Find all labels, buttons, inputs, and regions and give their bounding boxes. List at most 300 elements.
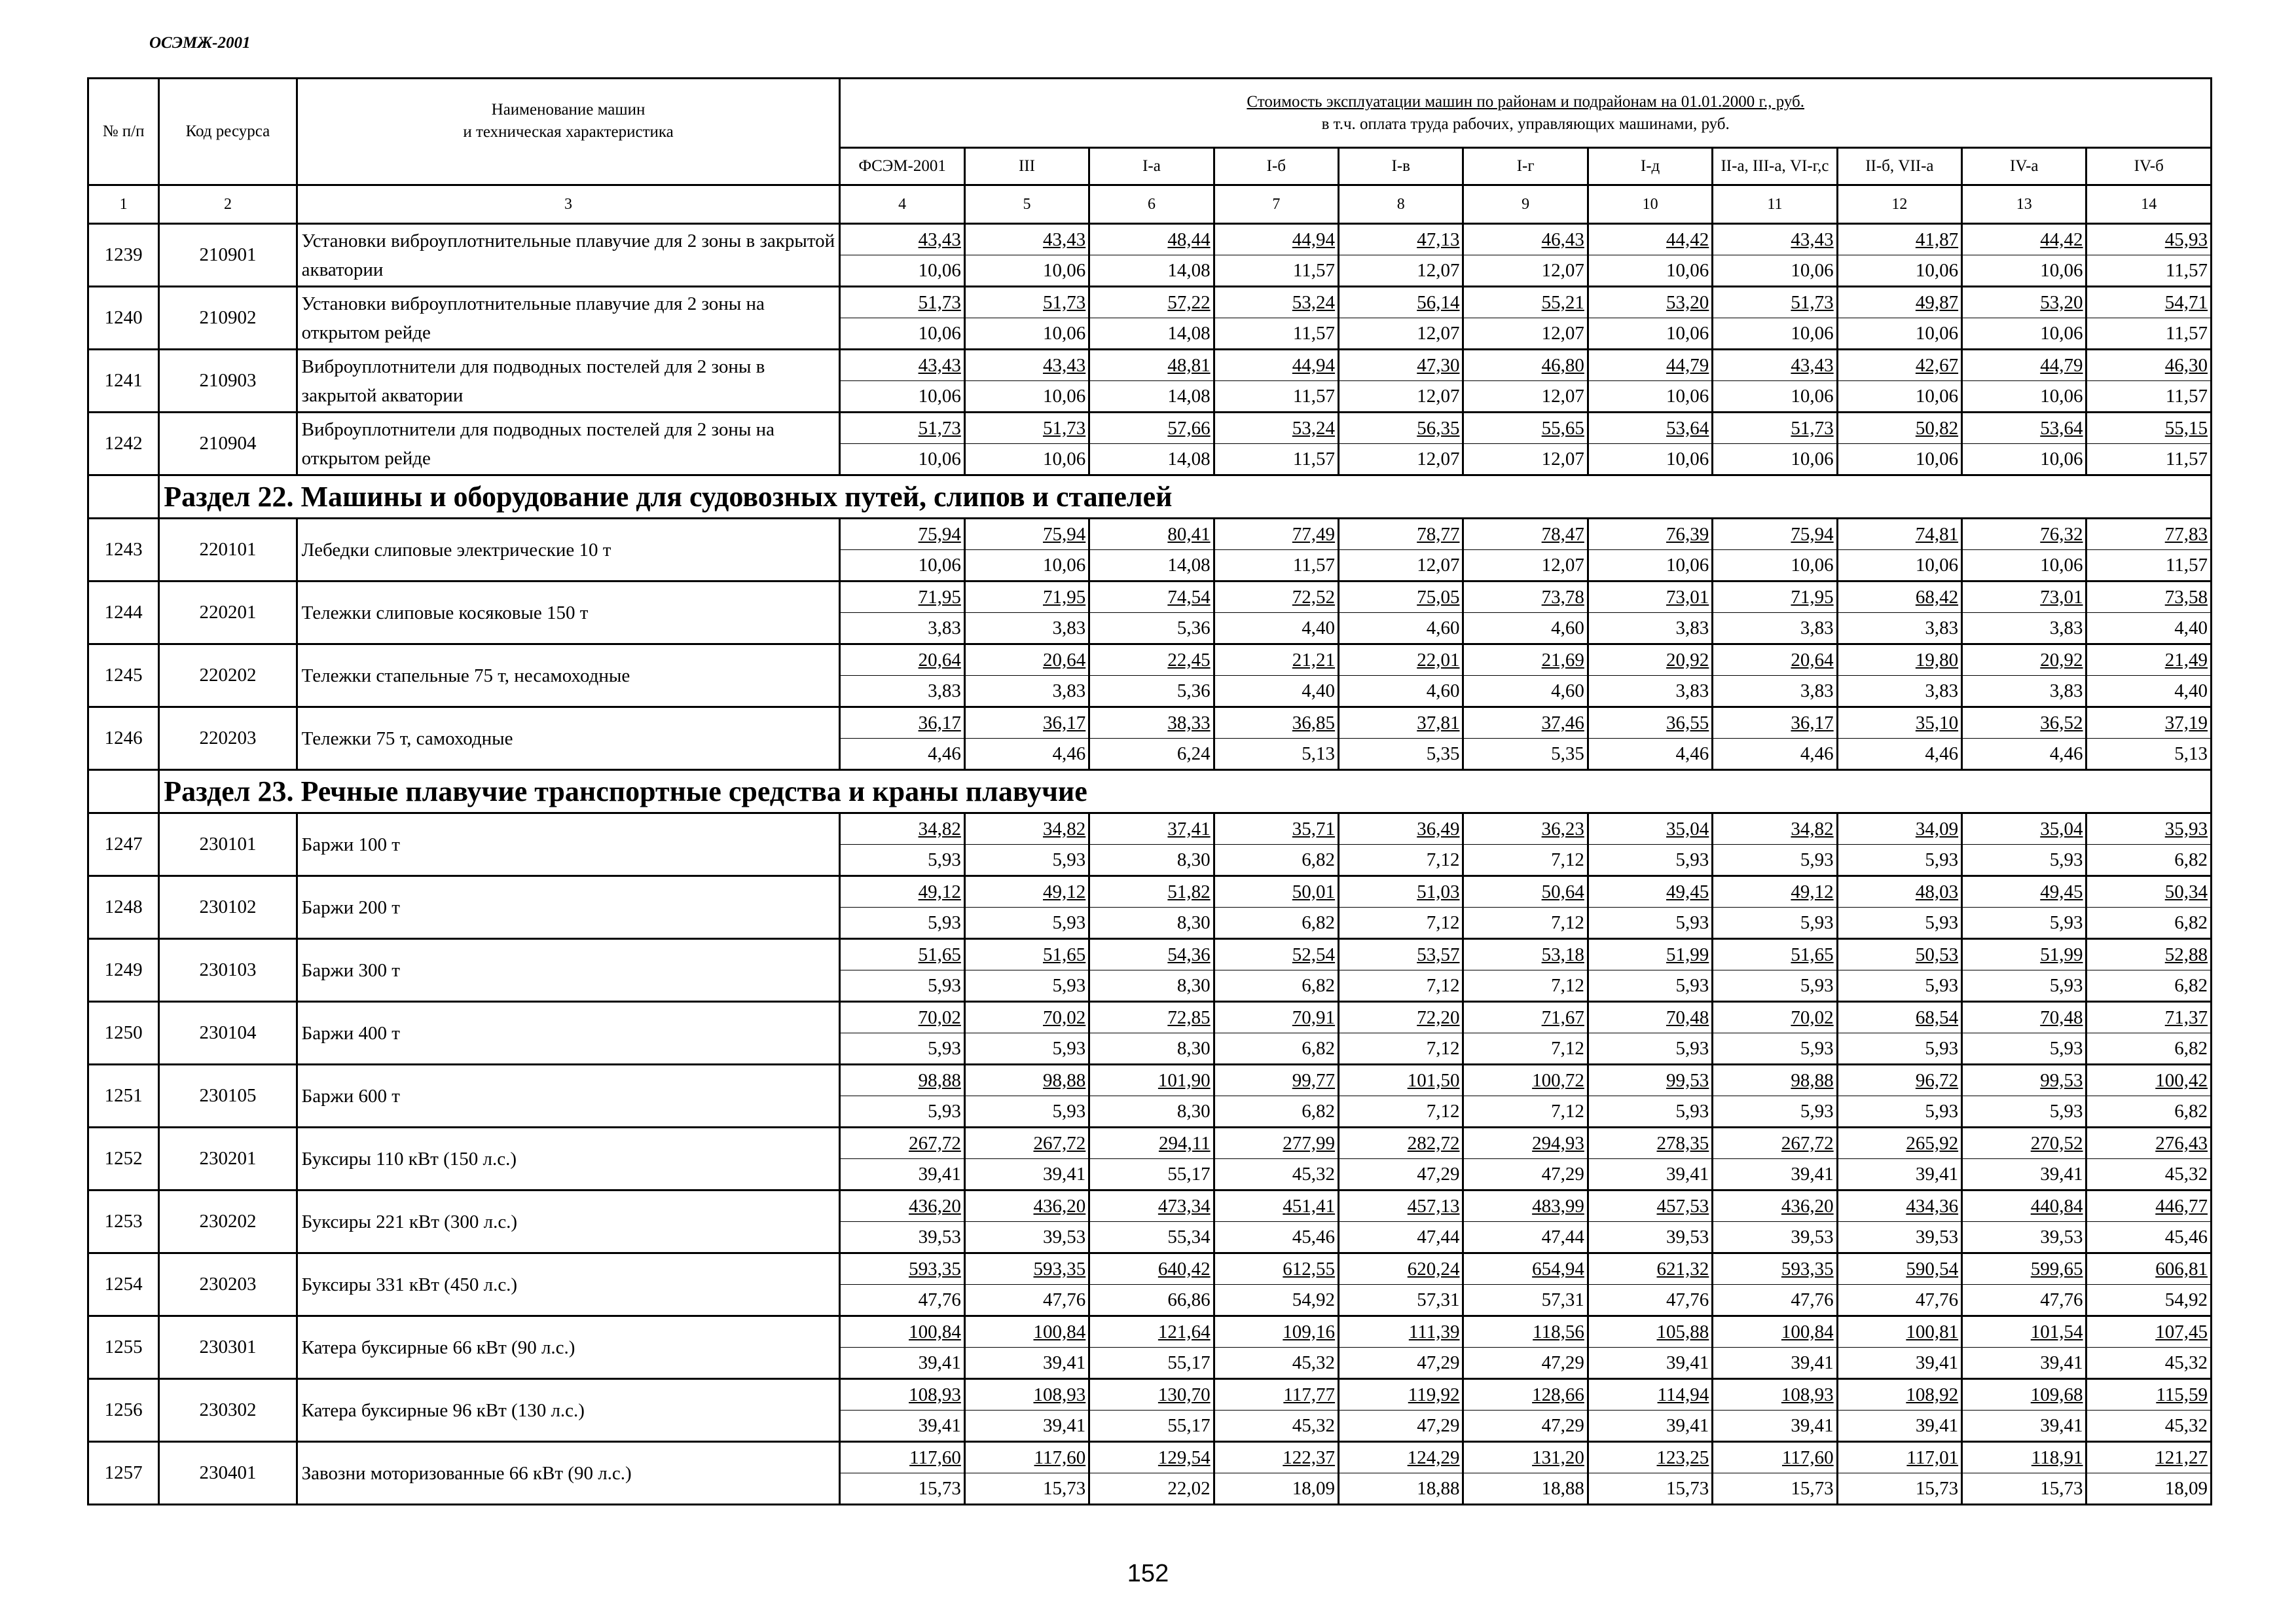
table-row <box>88 1065 2212 1096</box>
cost-value: 36,49 <box>1339 813 1463 845</box>
labor-cost-value: 6,82 <box>1214 1033 1338 1065</box>
labor-cost-value: 11,57 <box>1214 444 1338 475</box>
row-number: 1242 <box>88 413 159 475</box>
labor-cost-value: 10,06 <box>1962 381 2086 413</box>
labor-cost-value: 39,41 <box>840 1348 964 1379</box>
header-cost-line1: Стоимость эксплуатации машин по районам и подрайонам на 01.01.2000 г., руб. <box>1247 92 1805 111</box>
labor-cost-value: 10,06 <box>1588 381 1712 413</box>
cost-value: 99,53 <box>1588 1065 1712 1096</box>
labor-cost-value: 55,17 <box>1089 1159 1214 1190</box>
cost-value: 78,47 <box>1463 519 1588 550</box>
cost-value: 21,49 <box>2086 644 2212 676</box>
labor-cost-value: 39,41 <box>1713 1411 1837 1442</box>
column-number: 3 <box>297 185 840 224</box>
labor-cost-value: 57,31 <box>1339 1285 1463 1316</box>
labor-cost-value: 6,82 <box>1214 908 1338 939</box>
labor-cost-value: 8,30 <box>1089 845 1214 876</box>
labor-cost-value: 5,93 <box>1713 845 1837 876</box>
labor-cost-value: 7,12 <box>1339 908 1463 939</box>
cost-value: 440,84 <box>1962 1190 2086 1222</box>
machine-name-text: Лебедки слиповые электрические 10 т <box>301 539 611 561</box>
cost-value: 72,52 <box>1214 581 1338 613</box>
labor-cost-value: 18,88 <box>1339 1473 1463 1505</box>
labor-cost-value: 39,41 <box>1837 1159 1961 1190</box>
labor-cost-value: 7,12 <box>1463 1033 1588 1065</box>
region-header: I-г <box>1463 148 1588 185</box>
labor-cost-value: 39,53 <box>1713 1222 1837 1253</box>
cost-value: 37,41 <box>1089 813 1214 845</box>
machine-name <box>297 1065 840 1128</box>
cost-value: 114,94 <box>1588 1379 1712 1411</box>
cost-value: 119,92 <box>1339 1379 1463 1411</box>
labor-cost-value: 3,83 <box>1962 676 2086 707</box>
cost-value: 56,35 <box>1339 413 1463 444</box>
row-number: 1255 <box>88 1316 159 1379</box>
cost-value: 54,71 <box>2086 287 2212 318</box>
labor-cost-value: 4,46 <box>1588 739 1712 770</box>
cost-value: 265,92 <box>1837 1128 1961 1159</box>
resource-code: 210903 <box>159 350 297 413</box>
cost-value: 38,33 <box>1089 707 1214 739</box>
labor-cost-value: 5,93 <box>1837 908 1961 939</box>
cost-value: 46,80 <box>1463 350 1588 381</box>
labor-cost-value: 55,34 <box>1089 1222 1214 1253</box>
labor-cost-value: 3,83 <box>840 676 964 707</box>
cost-value: 21,69 <box>1463 644 1588 676</box>
table-row <box>88 1316 2212 1348</box>
column-number: 7 <box>1214 185 1338 224</box>
labor-cost-value: 12,07 <box>1463 444 1588 475</box>
cost-value: 117,60 <box>1713 1442 1837 1473</box>
cost-value: 53,20 <box>1962 287 2086 318</box>
machine-name <box>297 1316 840 1379</box>
cost-value: 75,94 <box>840 519 964 550</box>
cost-value: 49,12 <box>964 876 1089 908</box>
machine-name <box>297 224 840 287</box>
cost-value: 117,01 <box>1837 1442 1961 1473</box>
cost-value: 51,99 <box>1588 939 1712 970</box>
labor-cost-value: 3,83 <box>964 676 1089 707</box>
cost-value: 20,64 <box>964 644 1089 676</box>
row-number: 1244 <box>88 581 159 644</box>
section-row <box>88 770 2212 813</box>
machine-name-text: Виброуплотнители для подводных постелей для 2 зоны на открытом рейде <box>301 418 774 469</box>
resource-code: 210904 <box>159 413 297 475</box>
cost-value: 35,71 <box>1214 813 1338 845</box>
cost-value: 43,43 <box>1713 224 1837 255</box>
cost-value: 44,42 <box>1962 224 2086 255</box>
labor-cost-value: 10,06 <box>1713 381 1837 413</box>
labor-cost-value: 47,29 <box>1463 1159 1588 1190</box>
resource-code: 230201 <box>159 1128 297 1190</box>
cost-value: 80,41 <box>1089 519 1214 550</box>
cost-value: 436,20 <box>840 1190 964 1222</box>
machine-cost-table <box>87 77 2212 1505</box>
machine-name-text: Буксиры 221 кВт (300 л.с.) <box>301 1211 518 1232</box>
resource-code: 230105 <box>159 1065 297 1128</box>
labor-cost-value: 47,76 <box>964 1285 1089 1316</box>
labor-cost-value: 47,76 <box>1837 1285 1961 1316</box>
labor-cost-value: 5,93 <box>1713 1033 1837 1065</box>
cost-value: 76,39 <box>1588 519 1712 550</box>
labor-cost-value: 8,30 <box>1089 908 1214 939</box>
resource-code: 220201 <box>159 581 297 644</box>
table-row <box>88 1442 2212 1473</box>
cost-value: 121,64 <box>1089 1316 1214 1348</box>
cost-value: 51,03 <box>1339 876 1463 908</box>
cost-value: 77,49 <box>1214 519 1338 550</box>
labor-cost-value: 54,92 <box>2086 1285 2212 1316</box>
labor-cost-value: 11,57 <box>2086 318 2212 350</box>
cost-value: 436,20 <box>964 1190 1089 1222</box>
machine-name-text: Виброуплотнители для подводных постелей для 2 зоны в закрытой акватории <box>301 356 765 406</box>
cost-value: 77,83 <box>2086 519 2212 550</box>
labor-cost-value: 5,93 <box>1837 970 1961 1002</box>
labor-cost-value: 39,41 <box>1837 1348 1961 1379</box>
row-number: 1254 <box>88 1253 159 1316</box>
machine-name <box>297 1379 840 1442</box>
labor-cost-value: 18,88 <box>1463 1473 1588 1505</box>
labor-cost-value: 4,40 <box>1214 676 1338 707</box>
cost-value: 42,67 <box>1837 350 1961 381</box>
labor-cost-value: 5,93 <box>964 1096 1089 1128</box>
labor-cost-value: 4,46 <box>964 739 1089 770</box>
machine-name <box>297 876 840 939</box>
labor-cost-value: 11,57 <box>2086 550 2212 581</box>
cost-value: 101,90 <box>1089 1065 1214 1096</box>
labor-cost-value: 5,93 <box>1588 845 1712 876</box>
cost-value: 49,45 <box>1962 876 2086 908</box>
labor-cost-value: 39,41 <box>1588 1159 1712 1190</box>
cost-value: 50,82 <box>1837 413 1961 444</box>
cost-value: 20,92 <box>1962 644 2086 676</box>
machine-name-text: Катера буксирные 66 кВт (90 л.с.) <box>301 1337 575 1358</box>
row-number: 1241 <box>88 350 159 413</box>
header-name <box>297 79 840 185</box>
cost-value: 130,70 <box>1089 1379 1214 1411</box>
region-header: I-д <box>1588 148 1712 185</box>
labor-cost-value: 10,06 <box>1837 550 1961 581</box>
cost-value: 51,73 <box>840 287 964 318</box>
cost-value: 22,45 <box>1089 644 1214 676</box>
labor-cost-value: 8,30 <box>1089 1033 1214 1065</box>
column-number: 11 <box>1713 185 1837 224</box>
cost-value: 640,42 <box>1089 1253 1214 1285</box>
column-number: 14 <box>2086 185 2212 224</box>
machine-name-text: Баржи 400 т <box>301 1022 400 1044</box>
labor-cost-value: 10,06 <box>1713 318 1837 350</box>
resource-code: 210902 <box>159 287 297 350</box>
cost-value: 51,73 <box>964 287 1089 318</box>
cost-value: 35,93 <box>2086 813 2212 845</box>
labor-cost-value: 15,73 <box>1713 1473 1837 1505</box>
region-header: I-а <box>1089 148 1214 185</box>
section-row <box>88 475 2212 519</box>
labor-cost-value: 4,60 <box>1339 676 1463 707</box>
machine-name-text: Тележки 75 т, самоходные <box>301 728 513 749</box>
labor-cost-value: 14,08 <box>1089 444 1214 475</box>
labor-cost-value: 11,57 <box>1214 255 1338 287</box>
labor-cost-value: 47,76 <box>840 1285 964 1316</box>
cost-value: 37,46 <box>1463 707 1588 739</box>
labor-cost-value: 5,93 <box>1962 970 2086 1002</box>
labor-cost-value: 47,29 <box>1463 1348 1588 1379</box>
cost-value: 118,91 <box>1962 1442 2086 1473</box>
labor-cost-value: 11,57 <box>2086 381 2212 413</box>
labor-cost-value: 5,93 <box>964 845 1089 876</box>
machine-name <box>297 413 840 475</box>
cost-value: 35,04 <box>1588 813 1712 845</box>
labor-cost-value: 5,93 <box>1713 970 1837 1002</box>
machine-name <box>297 1190 840 1253</box>
cost-value: 49,87 <box>1837 287 1961 318</box>
cost-value: 35,04 <box>1962 813 2086 845</box>
table-row <box>88 1128 2212 1159</box>
cost-value: 122,37 <box>1214 1442 1338 1473</box>
cost-value: 46,30 <box>2086 350 2212 381</box>
cost-value: 457,13 <box>1339 1190 1463 1222</box>
row-number: 1248 <box>88 876 159 939</box>
cost-value: 21,21 <box>1214 644 1338 676</box>
labor-cost-value: 6,82 <box>2086 970 2212 1002</box>
cost-value: 73,58 <box>2086 581 2212 613</box>
cost-value: 71,95 <box>840 581 964 613</box>
cost-value: 74,54 <box>1089 581 1214 613</box>
labor-cost-value: 10,06 <box>1588 318 1712 350</box>
machine-name <box>297 939 840 1002</box>
cost-value: 34,82 <box>840 813 964 845</box>
cost-value: 48,44 <box>1089 224 1214 255</box>
labor-cost-value: 55,17 <box>1089 1348 1214 1379</box>
cost-value: 22,01 <box>1339 644 1463 676</box>
cost-value: 70,02 <box>1713 1002 1837 1033</box>
column-number: 12 <box>1837 185 1961 224</box>
row-number: 1247 <box>88 813 159 876</box>
labor-cost-value: 7,12 <box>1463 845 1588 876</box>
machine-name-text: Завозни моторизованные 66 кВт (90 л.с.) <box>301 1462 632 1484</box>
labor-cost-value: 10,06 <box>1837 444 1961 475</box>
labor-cost-value: 6,82 <box>2086 1033 2212 1065</box>
labor-cost-value: 3,83 <box>1588 613 1712 644</box>
machine-name <box>297 813 840 876</box>
cost-value: 51,82 <box>1089 876 1214 908</box>
cost-value: 51,65 <box>1713 939 1837 970</box>
cost-value: 43,43 <box>840 224 964 255</box>
machine-name-text: Баржи 200 т <box>301 896 400 918</box>
row-number: 1257 <box>88 1442 159 1505</box>
labor-cost-value: 10,06 <box>1962 318 2086 350</box>
labor-cost-value: 39,41 <box>1837 1411 1961 1442</box>
labor-cost-value: 5,93 <box>840 970 964 1002</box>
region-header: III <box>964 148 1089 185</box>
labor-cost-value: 5,93 <box>1962 908 2086 939</box>
cost-value: 621,32 <box>1588 1253 1712 1285</box>
cost-value: 51,65 <box>840 939 964 970</box>
resource-code: 220202 <box>159 644 297 707</box>
cost-value: 267,72 <box>840 1128 964 1159</box>
labor-cost-value: 39,53 <box>1588 1222 1712 1253</box>
cost-value: 53,57 <box>1339 939 1463 970</box>
labor-cost-value: 39,41 <box>964 1348 1089 1379</box>
labor-cost-value: 12,07 <box>1463 550 1588 581</box>
labor-cost-value: 45,32 <box>1214 1159 1338 1190</box>
row-number: 1240 <box>88 287 159 350</box>
labor-cost-value: 5,93 <box>1962 1033 2086 1065</box>
region-header: IV-а <box>1962 148 2086 185</box>
cost-value: 101,50 <box>1339 1065 1463 1096</box>
labor-cost-value: 15,73 <box>1837 1473 1961 1505</box>
labor-cost-value: 7,12 <box>1339 845 1463 876</box>
labor-cost-value: 10,06 <box>1962 255 2086 287</box>
labor-cost-value: 47,76 <box>1713 1285 1837 1316</box>
cost-value: 74,81 <box>1837 519 1961 550</box>
cost-value: 99,77 <box>1214 1065 1338 1096</box>
document-code: ОСЭМЖ-2001 <box>149 34 251 52</box>
cost-value: 98,88 <box>840 1065 964 1096</box>
labor-cost-value: 4,46 <box>1962 739 2086 770</box>
labor-cost-value: 5,93 <box>1588 1033 1712 1065</box>
cost-value: 36,17 <box>1713 707 1837 739</box>
region-header: II-б, VII-а <box>1837 148 1961 185</box>
labor-cost-value: 5,93 <box>964 1033 1089 1065</box>
row-number: 1251 <box>88 1065 159 1128</box>
cost-value: 620,24 <box>1339 1253 1463 1285</box>
labor-cost-value: 39,41 <box>1713 1348 1837 1379</box>
cost-value: 78,77 <box>1339 519 1463 550</box>
cost-value: 128,66 <box>1463 1379 1588 1411</box>
section-blank-cell <box>88 475 159 519</box>
labor-cost-value: 5,93 <box>840 908 964 939</box>
cost-value: 117,60 <box>840 1442 964 1473</box>
column-number: 6 <box>1089 185 1214 224</box>
column-number: 5 <box>964 185 1089 224</box>
cost-value: 96,72 <box>1837 1065 1961 1096</box>
cost-value: 606,81 <box>2086 1253 2212 1285</box>
labor-cost-value: 12,07 <box>1339 550 1463 581</box>
labor-cost-value: 3,83 <box>840 613 964 644</box>
column-number: 4 <box>840 185 964 224</box>
table-row <box>88 876 2212 908</box>
cost-value: 36,85 <box>1214 707 1338 739</box>
cost-value: 34,09 <box>1837 813 1961 845</box>
labor-cost-value: 45,32 <box>1214 1348 1338 1379</box>
cost-value: 267,72 <box>964 1128 1089 1159</box>
cost-value: 71,95 <box>1713 581 1837 613</box>
cost-value: 276,43 <box>2086 1128 2212 1159</box>
section-title: Раздел 23. Речные плавучие транспортные средства и краны плавучие <box>159 770 2212 813</box>
cost-value: 434,36 <box>1837 1190 1961 1222</box>
cost-value: 282,72 <box>1339 1128 1463 1159</box>
cost-value: 46,43 <box>1463 224 1588 255</box>
cost-value: 108,93 <box>964 1379 1089 1411</box>
row-number: 1253 <box>88 1190 159 1253</box>
labor-cost-value: 10,06 <box>1837 381 1961 413</box>
row-number: 1252 <box>88 1128 159 1190</box>
cost-value: 44,94 <box>1214 350 1338 381</box>
cost-value: 101,54 <box>1962 1316 2086 1348</box>
column-number: 10 <box>1588 185 1712 224</box>
labor-cost-value: 10,06 <box>964 318 1089 350</box>
labor-cost-value: 47,29 <box>1339 1348 1463 1379</box>
labor-cost-value: 45,46 <box>2086 1222 2212 1253</box>
labor-cost-value: 39,41 <box>1962 1159 2086 1190</box>
cost-value: 55,65 <box>1463 413 1588 444</box>
cost-value: 98,88 <box>1713 1065 1837 1096</box>
row-number: 1245 <box>88 644 159 707</box>
cost-value: 52,88 <box>2086 939 2212 970</box>
column-number: 2 <box>159 185 297 224</box>
cost-value: 457,53 <box>1588 1190 1712 1222</box>
cost-value: 599,65 <box>1962 1253 2086 1285</box>
labor-cost-value: 10,06 <box>1962 444 2086 475</box>
cost-value: 70,02 <box>840 1002 964 1033</box>
cost-value: 34,82 <box>964 813 1089 845</box>
labor-cost-value: 11,57 <box>1214 381 1338 413</box>
cost-value: 53,18 <box>1463 939 1588 970</box>
labor-cost-value: 5,93 <box>840 845 964 876</box>
labor-cost-value: 14,08 <box>1089 318 1214 350</box>
machine-name-text: Баржи 100 т <box>301 834 400 855</box>
cost-value: 43,43 <box>964 350 1089 381</box>
labor-cost-value: 45,32 <box>2086 1159 2212 1190</box>
cost-value: 115,59 <box>2086 1379 2212 1411</box>
labor-cost-value: 3,83 <box>964 613 1089 644</box>
labor-cost-value: 4,40 <box>2086 613 2212 644</box>
labor-cost-value: 7,12 <box>1463 908 1588 939</box>
cost-value: 70,48 <box>1962 1002 2086 1033</box>
labor-cost-value: 8,30 <box>1089 1096 1214 1128</box>
cost-value: 54,36 <box>1089 939 1214 970</box>
cost-value: 98,88 <box>964 1065 1089 1096</box>
labor-cost-value: 55,17 <box>1089 1411 1214 1442</box>
labor-cost-value: 5,93 <box>1962 1096 2086 1128</box>
labor-cost-value: 15,73 <box>1962 1473 2086 1505</box>
labor-cost-value: 39,53 <box>1962 1222 2086 1253</box>
cost-value: 72,85 <box>1089 1002 1214 1033</box>
cost-value: 100,84 <box>1713 1316 1837 1348</box>
labor-cost-value: 39,41 <box>1962 1411 2086 1442</box>
labor-cost-value: 4,60 <box>1339 613 1463 644</box>
header-no: № п/п <box>88 79 159 185</box>
cost-value: 49,45 <box>1588 876 1712 908</box>
page-number: 152 <box>1127 1560 1169 1587</box>
labor-cost-value: 5,36 <box>1089 676 1214 707</box>
cost-value: 109,16 <box>1214 1316 1338 1348</box>
cost-value: 107,45 <box>2086 1316 2212 1348</box>
cost-value: 41,87 <box>1837 224 1961 255</box>
labor-cost-value: 5,93 <box>1588 970 1712 1002</box>
cost-value: 44,79 <box>1588 350 1712 381</box>
region-header: ФСЭМ-2001 <box>840 148 964 185</box>
labor-cost-value: 12,07 <box>1339 318 1463 350</box>
labor-cost-value: 11,57 <box>2086 444 2212 475</box>
cost-value: 50,34 <box>2086 876 2212 908</box>
table-row <box>88 939 2212 970</box>
resource-code: 230103 <box>159 939 297 1002</box>
cost-value: 51,73 <box>1713 287 1837 318</box>
cost-value: 47,13 <box>1339 224 1463 255</box>
resource-code: 230302 <box>159 1379 297 1442</box>
labor-cost-value: 7,12 <box>1339 970 1463 1002</box>
labor-cost-value: 5,93 <box>1837 845 1961 876</box>
labor-cost-value: 3,83 <box>1837 613 1961 644</box>
cost-value: 123,25 <box>1588 1442 1712 1473</box>
table-body <box>88 224 2212 1505</box>
labor-cost-value: 4,46 <box>840 739 964 770</box>
header-name-line1: Наименование машин <box>491 101 646 119</box>
cost-value: 76,32 <box>1962 519 2086 550</box>
cost-value: 68,54 <box>1837 1002 1961 1033</box>
